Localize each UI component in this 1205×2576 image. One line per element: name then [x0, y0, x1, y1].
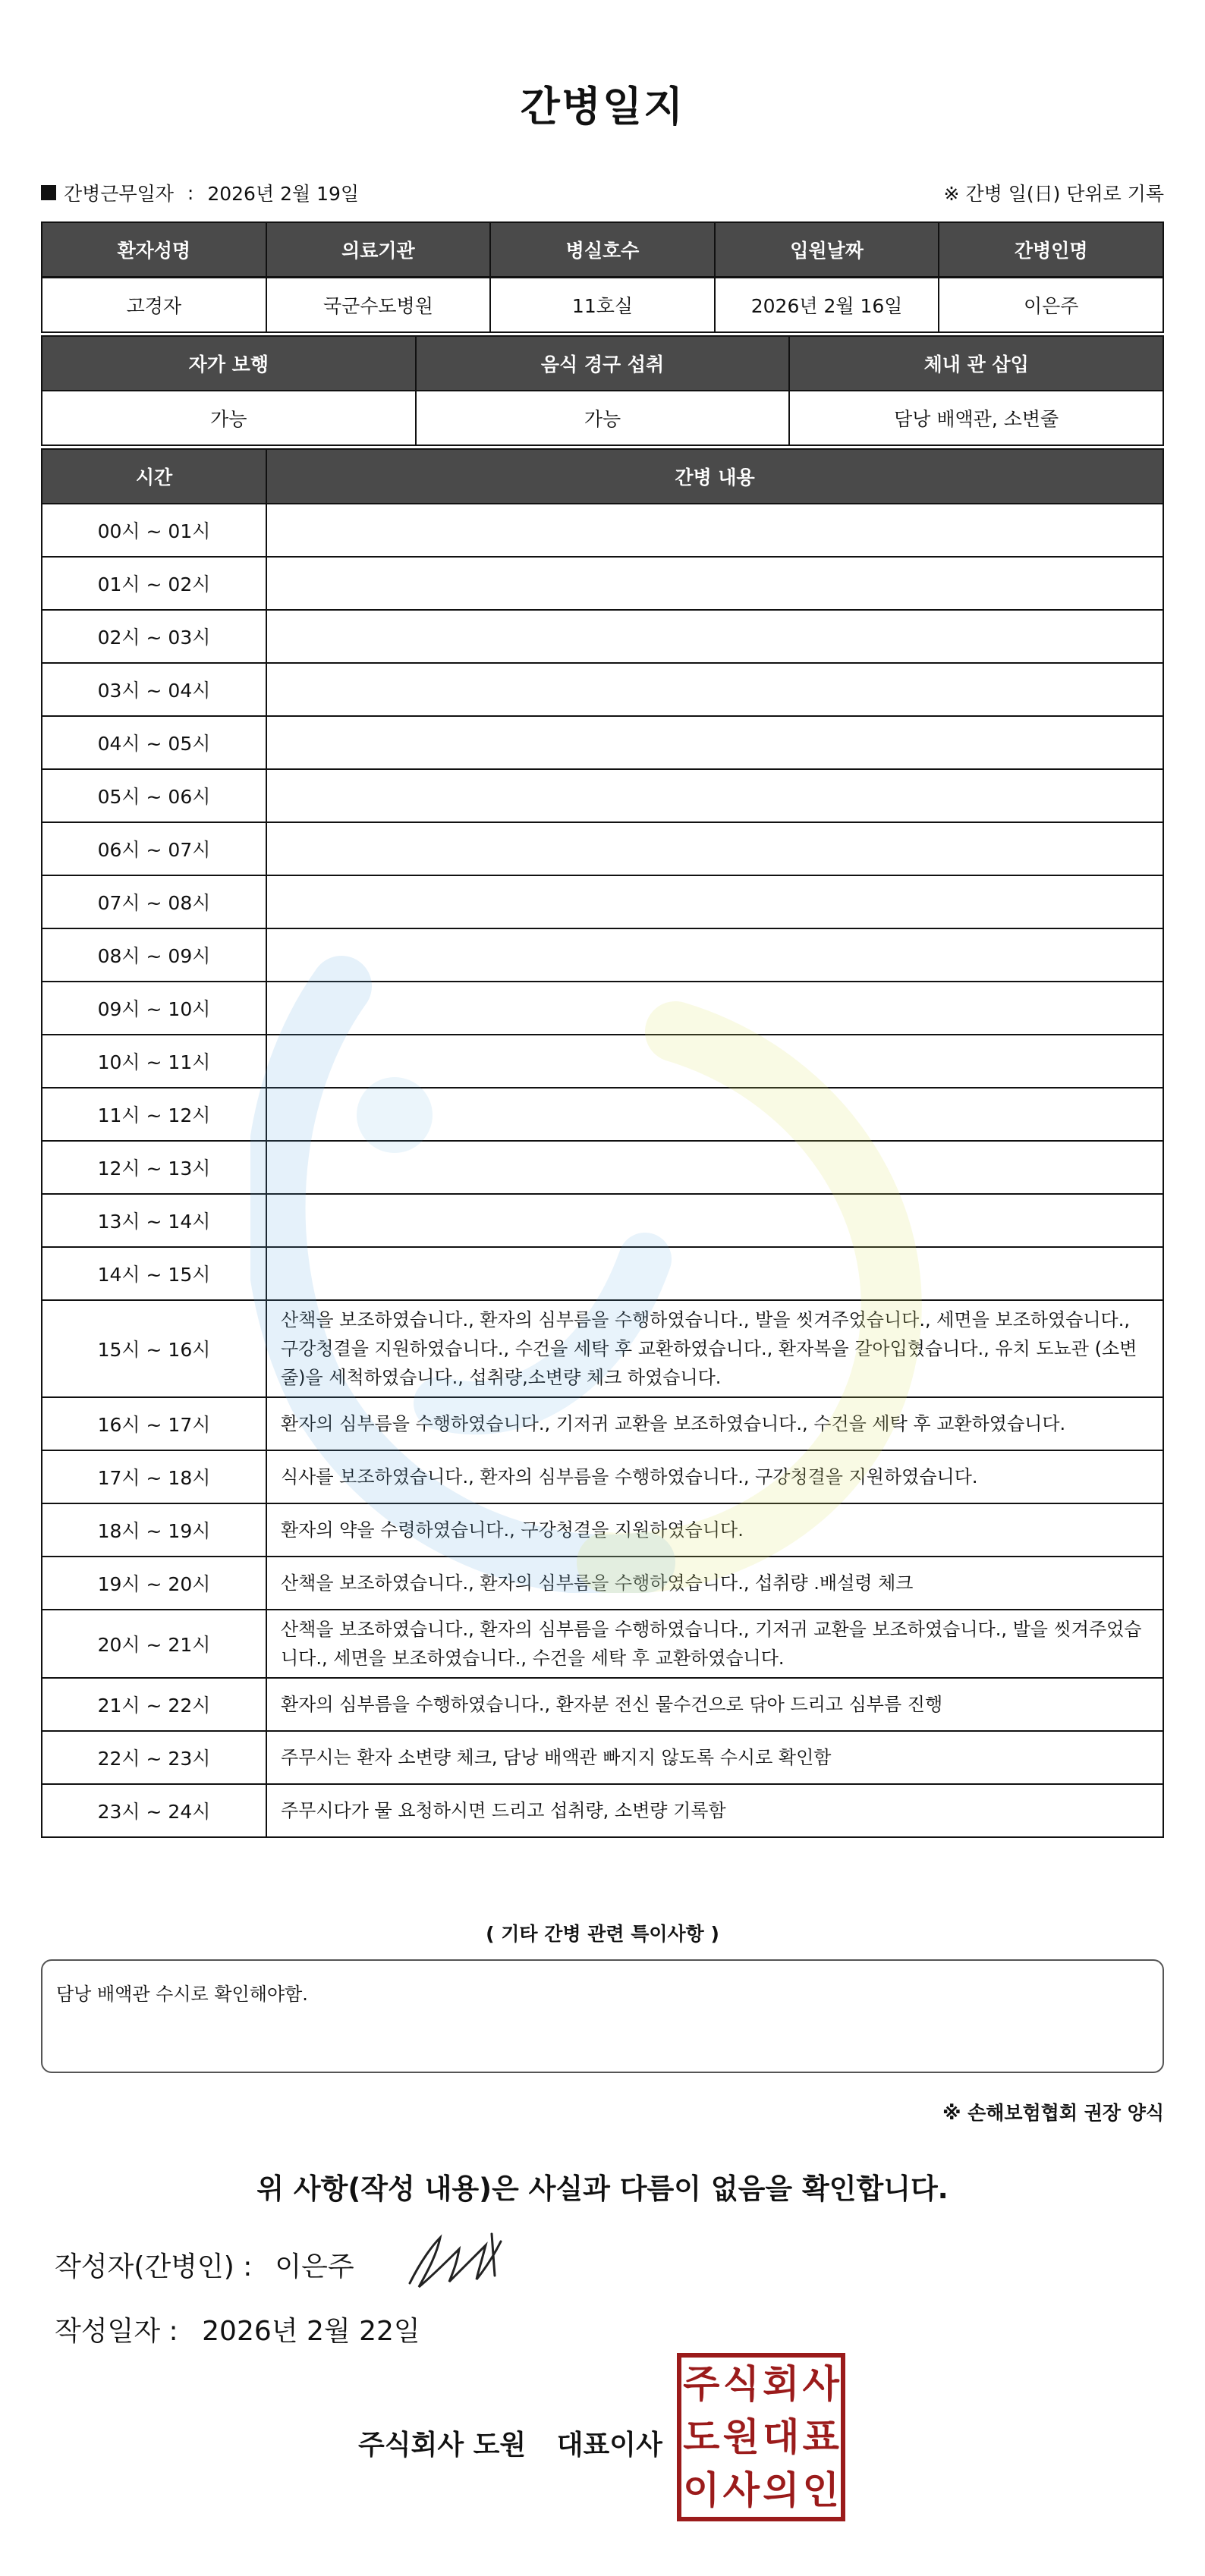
log-time: 00시 ~ 01시: [42, 504, 266, 557]
walking-header: 자가 보행: [42, 336, 416, 391]
work-date: [41, 179, 359, 206]
log-row: [42, 1397, 1163, 1450]
seal-char: 원: [722, 2415, 760, 2459]
log-content: [266, 982, 1163, 1035]
log-content: [266, 504, 1163, 557]
hospital: 국군수도병원: [266, 278, 491, 333]
log-row: [42, 504, 1163, 557]
log-content: 산책을 보조하였습니다., 환자의 심부름을 수행하였습니다., 발을 씻겨주었습니다., 세면을 보조하였습니다., 구강청결을 지원하였습니다., 수건을 세탁 후 교환하였습니다., 환자복을 갈아입혔습니다., 유치 도뇨관 (소변줄)을 세척하였습니다., 섭취량,소변량 체크 하였습니다.: [266, 1300, 1163, 1397]
patient-value-row: [42, 278, 1163, 333]
log-row: [42, 822, 1163, 875]
room: 11호실: [490, 278, 715, 333]
patient-name: 고경자: [42, 278, 266, 333]
log-time: 15시 ~ 16시: [42, 1300, 266, 1397]
log-row: [42, 928, 1163, 982]
log-row: [42, 1784, 1163, 1837]
log-row: [42, 1731, 1163, 1784]
tube-value: 담낭 배액관, 소변줄: [789, 391, 1163, 445]
admission-date-header: 입원날짜: [715, 222, 939, 278]
written-date-label: 작성일자 :: [55, 2316, 178, 2347]
care-log-table: [41, 448, 1164, 1838]
seal-char: 표: [802, 2415, 839, 2459]
walking-value: 가능: [42, 391, 416, 445]
log-content: [266, 1035, 1163, 1088]
caregiver-name-header: 간병인명: [939, 222, 1163, 278]
log-header-row: [42, 449, 1163, 504]
work-date-label: 간병근무일자: [64, 183, 174, 205]
patient-status-table: [41, 335, 1164, 446]
admission-date: 2026년 2월 16일: [715, 278, 939, 333]
log-content: [266, 1247, 1163, 1300]
log-content: [266, 663, 1163, 716]
log-content: 산책을 보조하였습니다., 환자의 심부름을 수행하였습니다., 섭취량 .배설령 체크: [266, 1557, 1163, 1610]
meta-row: [41, 179, 1164, 206]
log-time: 12시 ~ 13시: [42, 1141, 266, 1194]
log-row: [42, 1610, 1163, 1678]
log-time: 05시 ~ 06시: [42, 769, 266, 822]
log-content: [266, 1141, 1163, 1194]
log-content: [266, 557, 1163, 610]
notes-box: [41, 1959, 1164, 2073]
log-content: [266, 875, 1163, 928]
log-row: [42, 769, 1163, 822]
log-row: [42, 875, 1163, 928]
company-seal: [677, 2353, 845, 2521]
log-time: 18시 ~ 19시: [42, 1503, 266, 1557]
confirm-statement: 위 사항(작성 내용)은 사실과 다름이 없음을 확인합니다.: [256, 2172, 949, 2205]
log-content: [266, 610, 1163, 663]
written-date-value: 2026년 2월 22일: [202, 2316, 420, 2347]
log-time: 03시 ~ 04시: [42, 663, 266, 716]
seal-char: 회: [763, 2362, 800, 2406]
recommend-note: ※ 손해보험협회 권장 양식: [942, 2102, 1164, 2124]
log-row: [42, 1503, 1163, 1557]
log-time: 07시 ~ 08시: [42, 875, 266, 928]
log-row: [42, 1247, 1163, 1300]
log-content: [266, 822, 1163, 875]
log-row: [42, 663, 1163, 716]
company-rep: 대표이사: [556, 2430, 662, 2461]
room-header: 병실호수: [490, 222, 715, 278]
log-row: [42, 982, 1163, 1035]
log-content: 환자의 심부름을 수행하였습니다., 환자분 전신 물수건으로 닦아 드리고 심부름 진행: [266, 1678, 1163, 1731]
seal-char: 식: [722, 2362, 760, 2406]
log-row: [42, 1088, 1163, 1141]
log-time: 21시 ~ 22시: [42, 1678, 266, 1731]
seal-char: 인: [802, 2468, 839, 2512]
log-content: [266, 716, 1163, 769]
log-row: [42, 557, 1163, 610]
log-time: 20시 ~ 21시: [42, 1610, 266, 1678]
hospital-header: 의료기관: [266, 222, 491, 278]
log-row: [42, 1194, 1163, 1247]
time-header: 시간: [42, 449, 266, 504]
log-row: [42, 716, 1163, 769]
oral-intake-value: 가능: [416, 391, 790, 445]
seal-char: 대: [763, 2415, 800, 2459]
writer-label: 작성자(간병인) :: [55, 2251, 253, 2282]
patient-info-table: [41, 221, 1164, 333]
seal-char: 이: [683, 2468, 720, 2512]
log-time: 04시 ~ 05시: [42, 716, 266, 769]
care-content-header: 간병 내용: [266, 449, 1163, 504]
work-date-value: 2026년 2월 19일: [207, 183, 360, 205]
log-row: [42, 1557, 1163, 1610]
log-time: 09시 ~ 10시: [42, 982, 266, 1035]
page-title: 간병일지: [520, 83, 685, 130]
log-time: 19시 ~ 20시: [42, 1557, 266, 1610]
log-row: [42, 1141, 1163, 1194]
log-time: 11시 ~ 12시: [42, 1088, 266, 1141]
log-content: [266, 928, 1163, 982]
company-row: [358, 2424, 662, 2462]
log-time: 22시 ~ 23시: [42, 1731, 266, 1784]
work-date-colon: :: [187, 181, 194, 204]
signature-image: [402, 2223, 516, 2298]
writer-row: [55, 2245, 354, 2284]
log-content: 주무시다가 물 요청하시면 드리고 섭취량, 소변량 기록함: [266, 1784, 1163, 1837]
log-content: 환자의 심부름을 수행하였습니다., 기저귀 교환을 보조하였습니다., 수건을 세탁 후 교환하였습니다.: [266, 1397, 1163, 1450]
log-content: [266, 1088, 1163, 1141]
seal-char: 사: [802, 2362, 839, 2406]
seal-char: 사: [722, 2468, 760, 2512]
notes-title: ( 기타 간병 관련 특이사항 ): [486, 1923, 719, 1945]
log-row: [42, 1678, 1163, 1731]
log-row: [42, 1450, 1163, 1503]
log-time: 16시 ~ 17시: [42, 1397, 266, 1450]
log-time: 08시 ~ 09시: [42, 928, 266, 982]
log-time: 23시 ~ 24시: [42, 1784, 266, 1837]
log-time: 01시 ~ 02시: [42, 557, 266, 610]
log-time: 13시 ~ 14시: [42, 1194, 266, 1247]
notes-content: 담낭 배액관 수시로 확인해야함.: [56, 1984, 308, 2005]
written-date-row: [55, 2310, 420, 2348]
log-time: 10시 ~ 11시: [42, 1035, 266, 1088]
oral-intake-header: 음식 경구 섭취: [416, 336, 790, 391]
log-content: 주무시는 환자 소변량 체크, 담낭 배액관 빠지지 않도록 수시로 확인함: [266, 1731, 1163, 1784]
seal-char: 도: [683, 2415, 720, 2459]
seal-char: 주: [683, 2362, 720, 2406]
log-time: 17시 ~ 18시: [42, 1450, 266, 1503]
caregiver-name: 이은주: [939, 278, 1163, 333]
seal-char: 의: [763, 2468, 800, 2512]
log-row: [42, 1035, 1163, 1088]
log-time: 06시 ~ 07시: [42, 822, 266, 875]
log-content: [266, 769, 1163, 822]
status-header-row: [42, 336, 1163, 391]
patient-header-row: [42, 222, 1163, 278]
square-bullet-icon: [41, 185, 56, 200]
company-name: 주식회사 도원: [358, 2430, 527, 2461]
log-content: 산책을 보조하였습니다., 환자의 심부름을 수행하였습니다., 기저귀 교환을 보조하였습니다., 발을 씻겨주었습니다., 세면을 보조하였습니다., 수건을 세탁 후 교환하였습니다.: [266, 1610, 1163, 1678]
writer-name: 이은주: [275, 2251, 354, 2282]
log-content: 식사를 보조하였습니다., 환자의 심부름을 수행하였습니다., 구강청결을 지원하였습니다.: [266, 1450, 1163, 1503]
patient-name-header: 환자성명: [42, 222, 266, 278]
status-value-row: [42, 391, 1163, 445]
log-time: 02시 ~ 03시: [42, 610, 266, 663]
log-row: [42, 1300, 1163, 1397]
log-content: 환자의 약을 수령하였습니다., 구강청결을 지원하였습니다.: [266, 1503, 1163, 1557]
log-row: [42, 610, 1163, 663]
tube-header: 체내 관 삽입: [789, 336, 1163, 391]
log-time: 14시 ~ 15시: [42, 1247, 266, 1300]
unit-note: ※ 간병 일(日) 단위로 기록: [943, 183, 1164, 205]
log-content: [266, 1194, 1163, 1247]
